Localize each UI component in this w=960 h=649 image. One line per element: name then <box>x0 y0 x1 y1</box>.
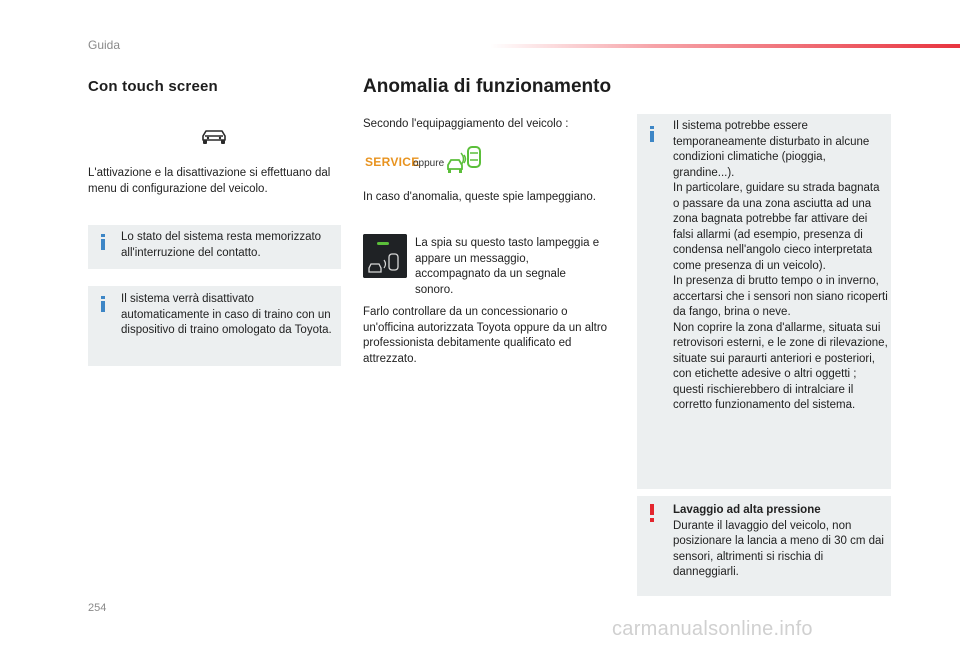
warning-box-high-pressure <box>637 496 891 596</box>
fault-text: In caso d'anomalia, queste spie lampeggiano. <box>363 191 596 203</box>
info-text-weather: Il sistema potrebbe essere temporaneamente disturbato in alcune condizioni climatiche (pioggia, grandine...). In particolare, guidare su strada bagnata o passare da una zona asciutta ad una zona bagnata potrebbe far attivare dei falsi allarmi (ad esempio, presenza di condensa nell'angolo cieco interpretata come presenza di un veicolo). In presenza di brutto tempo o in inverno, accertarsi che i sensori non siano ricoperti da fango, brina o neve. Non coprire la zona d'allarme, situata sui retrovisori esterni, e le zone di rilevazione, situate sui paraurti anteriori e posteriori, con etichette adesive o altri oggetti ; questi rischierebbero di intralciare il corretto funzionamento del sistema. <box>673 120 888 411</box>
info-text-memory: Lo stato del sistema resta memorizzato all'interruzione del contatto. <box>121 231 322 259</box>
parking-sensor-warning-icon <box>444 145 484 182</box>
sensor-button-icon <box>363 234 407 278</box>
info-icon <box>100 296 106 310</box>
info-box-weather <box>637 114 891 489</box>
warning-text: Durante il lavaggio del veicolo, non posizionare la lancia a meno di 30 cm dai sensori, altrimenti si rischia di danneggiarli. <box>673 519 884 578</box>
info-icon <box>649 126 655 140</box>
section-label: Guida <box>88 38 121 52</box>
page-number: 254 <box>88 602 107 614</box>
service-warning-icon: SERVICE <box>365 155 420 169</box>
activation-text: L'attivazione e la disattivazione si effettuano dal menu di configurazione del veicolo. <box>88 167 331 195</box>
or-label: oppure <box>413 158 445 169</box>
warning-title: Lavaggio ad alta pressione <box>673 504 821 516</box>
button-warning-text: La spia su questo tasto lampeggia e appare un messaggio, accompagnato da un segnale sonoro. <box>415 237 600 296</box>
header-accent-line <box>490 44 960 48</box>
info-box-memory <box>88 225 341 269</box>
info-icon <box>100 234 106 248</box>
warning-exclamation-icon <box>649 504 655 522</box>
info-text-towing: Il sistema verrà disattivato automaticamente in caso di traino con un dispositivo di traino omologato da Toyota. <box>121 293 332 336</box>
car-outline-icon <box>199 127 229 147</box>
heading-touch-screen: Con touch screen <box>88 78 218 95</box>
equipment-text: Secondo l'equipaggiamento del veicolo : <box>363 118 569 130</box>
info-box-towing <box>88 286 341 366</box>
dealer-text: Farlo controllare da un concessionario o un'officina autorizzata Toyota oppure da un altro professionista debitamente qualificato ed attrezzato. <box>363 306 608 365</box>
heading-malfunction: Anomalia di funzionamento <box>363 76 612 97</box>
warning-content <box>673 503 885 581</box>
watermark: carmanualsonline.info <box>612 618 813 640</box>
